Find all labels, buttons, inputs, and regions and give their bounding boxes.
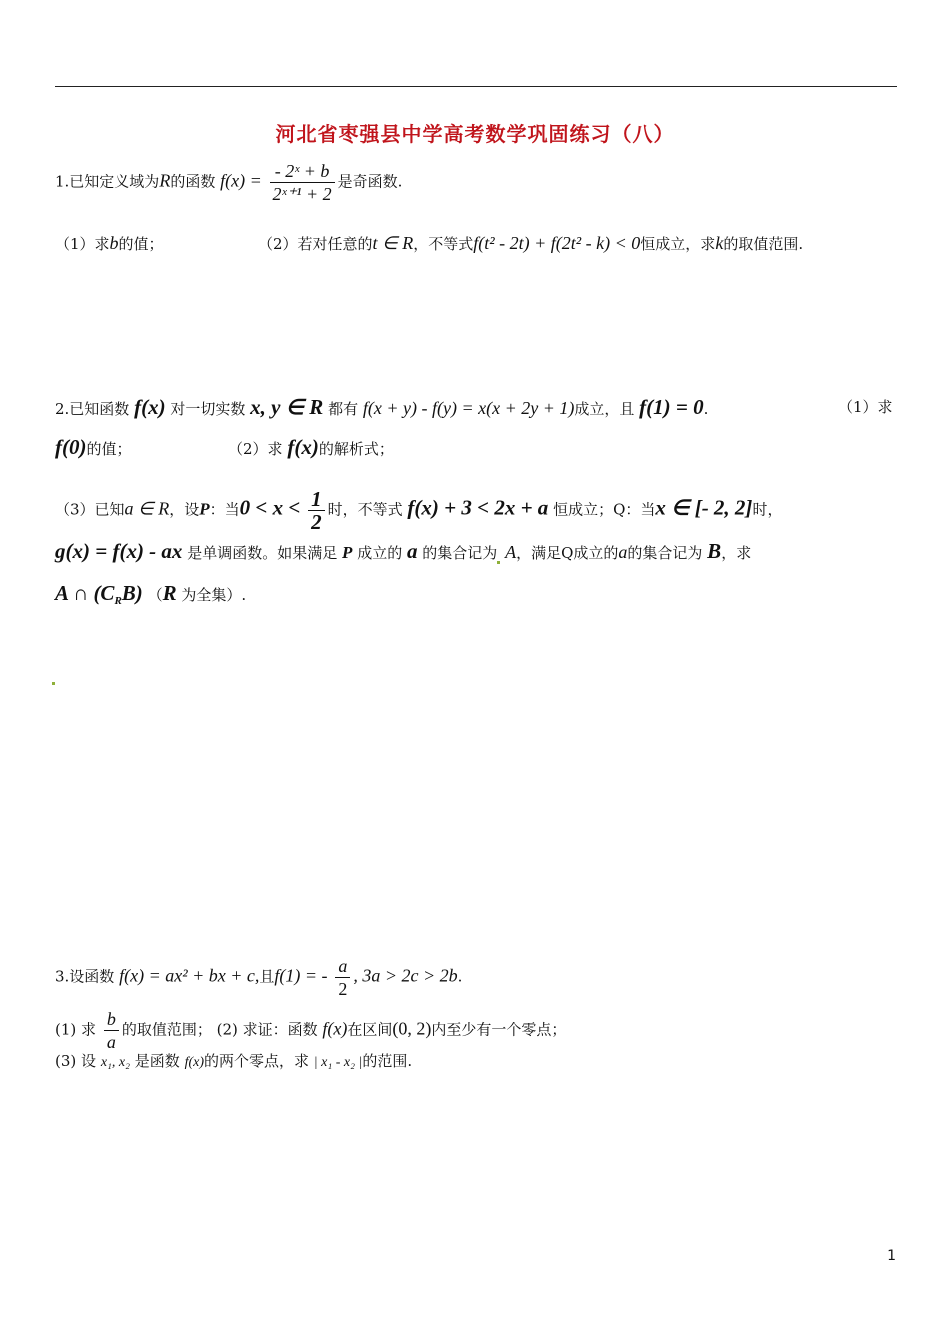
top-rule xyxy=(55,86,897,87)
page-title: 河北省枣强县中学高考数学巩固练习（八） xyxy=(275,122,675,146)
problem-2-part-1: f(0)的值； xyxy=(55,435,132,459)
problem-2-part-3: （3）已知a ∈ R，设P：当0 < x < $\frac{1}{2}$ 时，不等式 f(x) + 3 < 2x + a 恒成立；Q：当x ∈ [- 2, 2]时， xyxy=(55,487,783,534)
fraction: $\frac{a}{2}$ xyxy=(335,955,350,1000)
mark-dot xyxy=(497,561,500,564)
problem-2-part-3-cont: g(x) = f(x) - ax 是单调函数。如果满足 P 成立的 a 的集合记为 A，满足Q成立的a的集合记为 B，求 xyxy=(55,539,752,563)
fraction-half: $\frac{1}{2}$ xyxy=(308,488,325,533)
problem-1-part-1: （1）求b的值； xyxy=(55,233,164,253)
problem-2-part-3-expr: A ∩ $(C_RB)$ （R 为全集）. xyxy=(55,581,247,607)
problem-3-parts-1-2: (1) 求 $\frac{b}{a}$ 的取值范围； (2) 求证：函数 f(x)在区间(0, 2)内至少有一个零点； xyxy=(55,1009,567,1052)
problem-3-part-3: (3) 设 x₁, x₂ 是函数 f(x)的两个零点，求 | x₁ - x₂ |的范围. xyxy=(55,1052,413,1070)
fraction: $\frac{\text{- 2ˣ + b}}{\text{2ˣ⁺¹ + 2}}$ xyxy=(270,160,335,205)
problem-1-statement: 1.已知定义域为R的函数 f(x) = $\frac{\text{- 2ˣ + b}}{\text{2ˣ⁺¹ + 2}}$ 是奇函数. xyxy=(55,161,403,204)
problem-2-part-2: （2）求 f(x)的解析式； xyxy=(228,435,394,459)
problem-3-statement: 3.设函数 f(x) = ax² + bx + c,且f(1) = - $\frac{a}{2}$ , 3a > 2c > 2b. xyxy=(55,956,463,999)
mark-dot xyxy=(52,666,55,685)
problem-1-part-2: （2）若对任意的t ∈ R，不等式f(t² - 2t) + f(2t² - k) < 0恒成立，求k的取值范围. xyxy=(258,233,804,253)
problem-2-statement: 2.已知函数 f(x) 对一切实数 x, y ∈ R 都有 f(x + y) - f(y) = x(x + 2y + 1)成立，且 f(1) = 0. xyxy=(55,395,709,419)
fraction: $\frac{b}{a}$ xyxy=(104,1008,119,1053)
problem-2-part-1-label: （1）求 xyxy=(838,398,893,416)
page-number: 1 xyxy=(887,1248,896,1264)
